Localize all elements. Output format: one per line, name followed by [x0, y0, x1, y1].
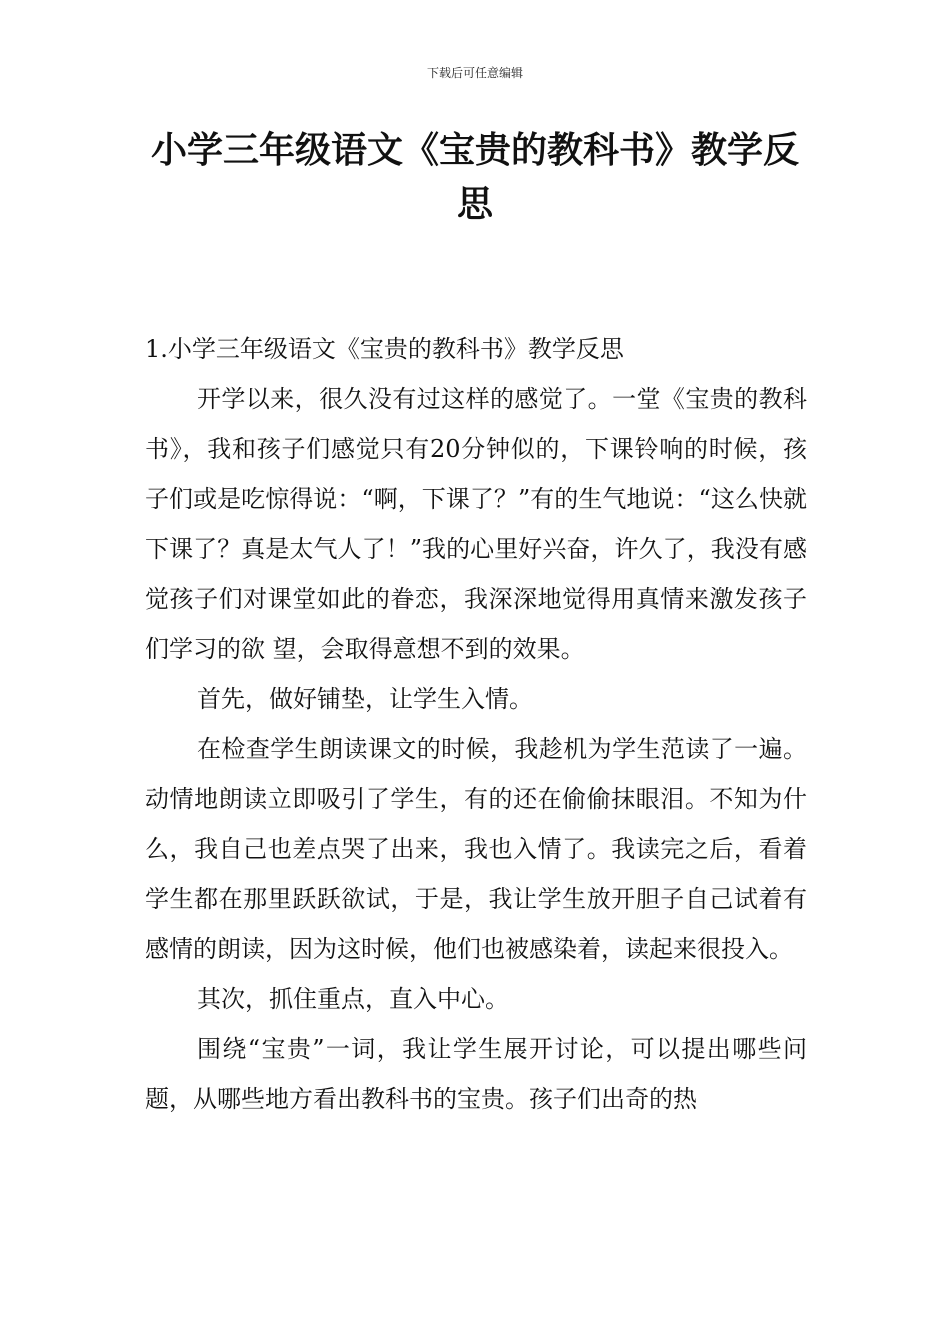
paragraph: 在检查学生朗读课文的时候，我趁机为学生范读了一遍。动情地朗读立即吸引了学生，有的还在偷偷抹眼泪。不知为什么，我自己也差点哭了出来，我也入情了。我读完之后，看着学生都在那里跃跃欲试，于是，我让学生放开胆子自己试着有感情的朗读，因为这时候，他们也被感染着，读起来很投入。 [145, 735, 807, 963]
paragraph: 其次，抓住重点，直入中心。 [197, 985, 509, 1013]
paragraph: 围绕“宝贵”一词，我让学生展开讨论，可以提出哪些问题，从哪些地方看出教科书的宝贵。孩子们出奇的热 [145, 1035, 807, 1113]
section-heading: 1.小学三年级语文《宝贵的教科书》教学反思 [145, 335, 624, 363]
document-title: 小学三年级语文《宝贵的教科书》教学反思 [150, 130, 799, 225]
paragraph: 首先，做好铺垫，让学生入情。 [197, 685, 533, 713]
document-body [145, 324, 807, 1124]
header-note: 下载后可任意编辑 [426, 66, 523, 80]
paragraph: 开学以来，很久没有过这样的感觉了。一堂《宝贵的教科书》，我和孩子们感觉只有20分钟似的，下课铃响的时候，孩子们或是吃惊得说：“啊，下课了？”有的生气地说：“这么快就下课了？真是太气人了！”我的心里好兴奋，许久了，我没有感觉孩子们对课堂如此的眷恋，我深深地觉得用真情来激发孩子们学习的欲 望，会取得意想不到的效果。 [145, 385, 807, 663]
